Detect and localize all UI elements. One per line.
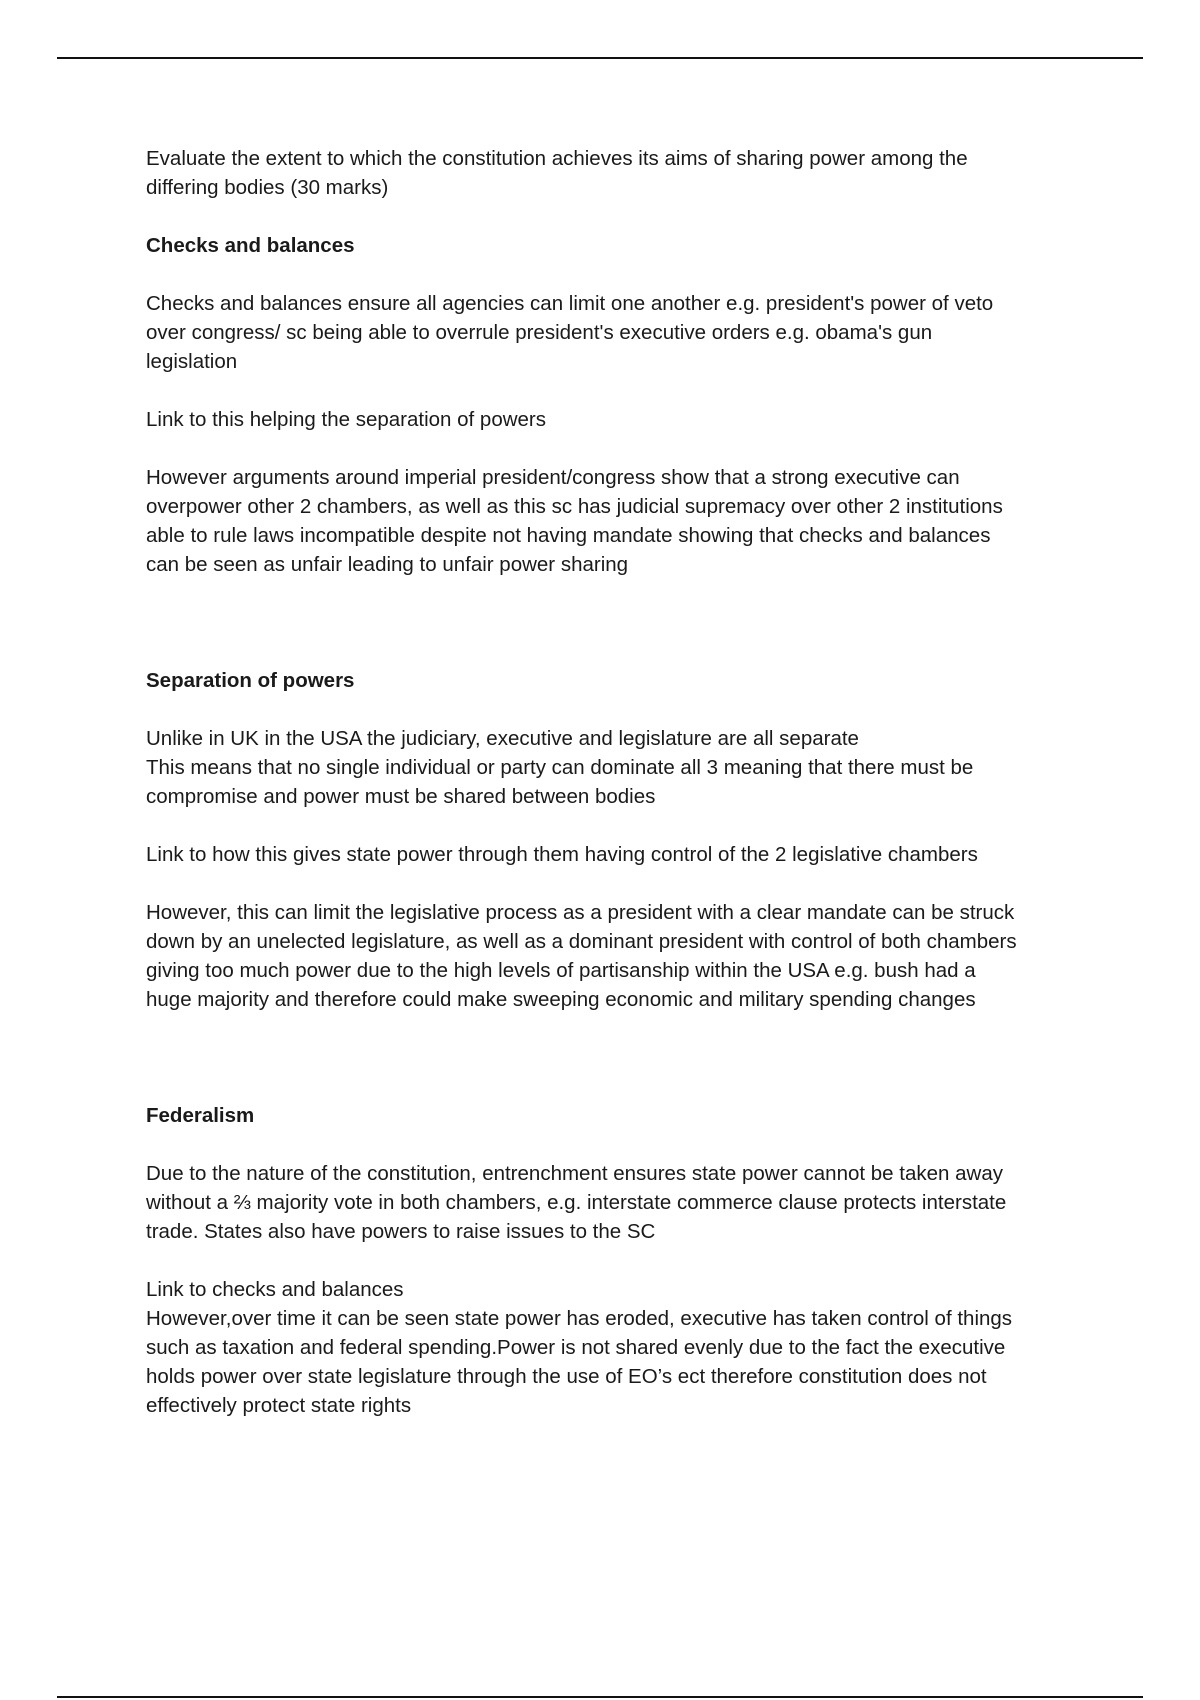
section-heading-checks-and-balances: Checks and balances (146, 234, 355, 257)
section-heading-separation-of-powers: Separation of powers (146, 669, 355, 692)
paragraph: Link to this helping the separation of powers (146, 408, 547, 431)
paragraph: Due to the nature of the constitution, entrenchment ensures state power cannot be taken away without a ⅔ majority vote in both chambers, e.g. interstate commerce clause protects interstate trade. States also have powers to raise issues to the SC (146, 1162, 1007, 1243)
paragraph: Checks and balances ensure all agencies can limit one another e.g. president's power of veto over congress/ sc being able to overrule president's executive orders e.g. obama's gun legislation (146, 292, 994, 373)
paragraph: Link to how this gives state power through them having control of the 2 legislative chambers (146, 843, 978, 866)
paragraph: Unlike in UK in the USA the judiciary, executive and legislature are all separate This means that no single individual or party can dominate all 3 meaning that there must be compromise and power must be shared between bodies (146, 727, 974, 808)
section-heading-federalism: Federalism (146, 1104, 255, 1127)
footer-rule (57, 1696, 1143, 1698)
header-rule (57, 57, 1143, 59)
essay-question: Evaluate the extent to which the constitution achieves its aims of sharing power among the differing bodies (30 marks) (146, 147, 968, 199)
paragraph: Link to checks and balances However,over time it can be seen state power has eroded, executive has taken control of things such as taxation and federal spending.Power is not shared evenly due to the fact the executive holds power over state legislature through the use of EO’s ect therefore constitution does not effectively protect state rights (146, 1278, 1013, 1417)
paragraph: However arguments around imperial president/congress show that a strong executive can overpower other 2 chambers, as well as this sc has judicial supremacy over other 2 institutions able to rule laws incompatible despite not having mandate showing that checks and balances can be seen as unfair leading to unfair power sharing (146, 466, 1003, 576)
paragraph: However, this can limit the legislative process as a president with a clear mandate can be struck down by an unelected legislature, as well as a dominant president with control of both chambers giving too much power due to the high levels of partisanship within the USA e.g. bush had a huge majority and therefore could make sweeping economic and military spending changes (146, 901, 1017, 1011)
document-body (146, 144, 1096, 1420)
